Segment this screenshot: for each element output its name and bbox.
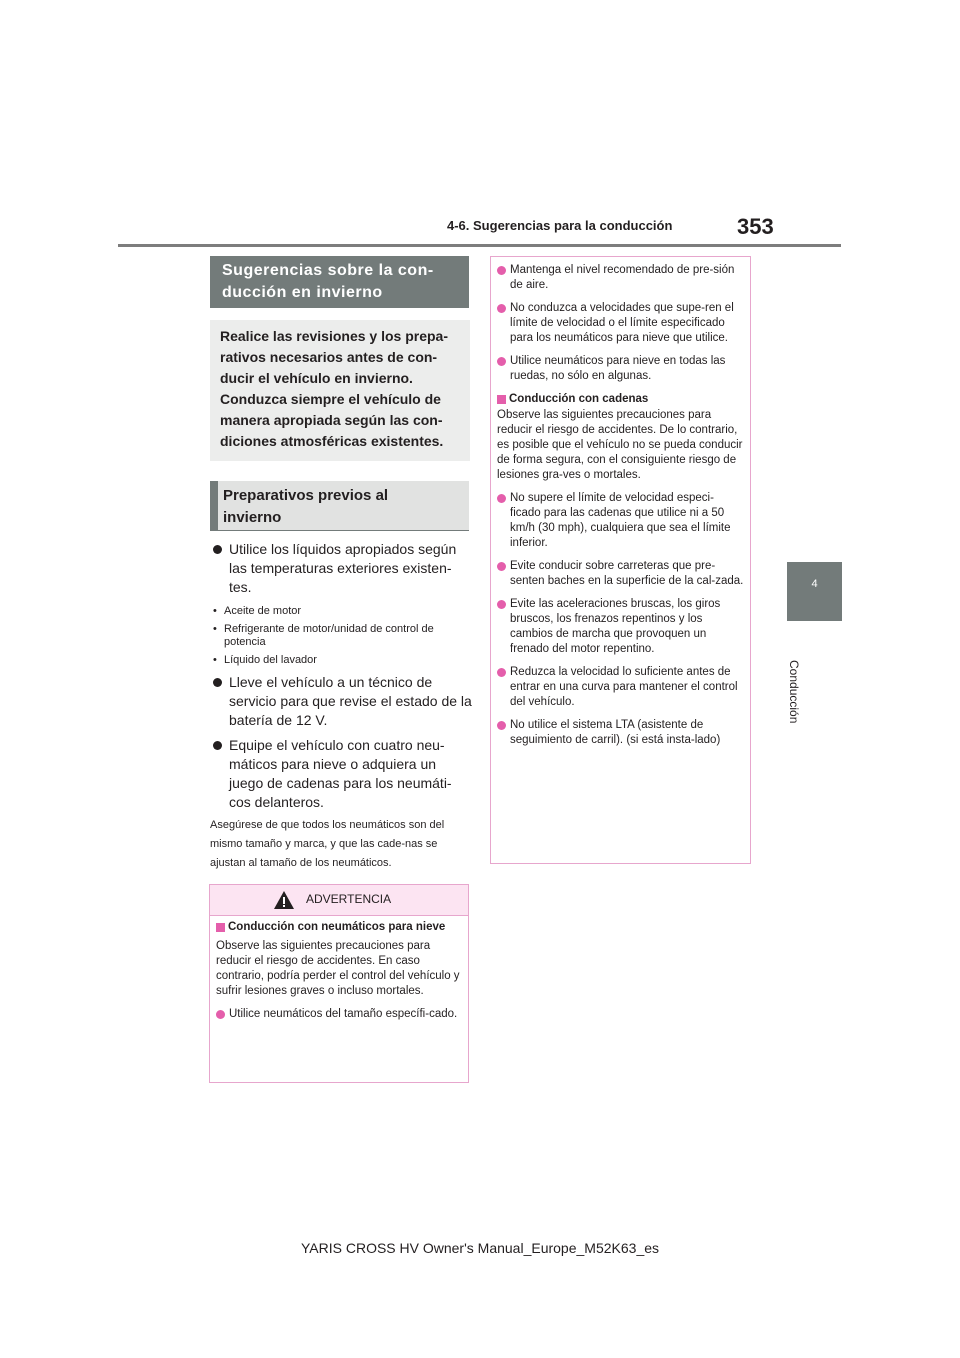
subsection-title-line: Preparativos previos al <box>223 487 389 504</box>
bullet-icon <box>213 545 222 554</box>
bullet-icon <box>213 741 222 750</box>
chapter-number: 4 <box>811 578 818 590</box>
bullet-icon <box>497 266 506 275</box>
subsection-title <box>210 481 469 531</box>
warning-item: No utilice el sistema LTA (asistente de seguimiento de carril). (si está insta-lado) <box>497 718 744 748</box>
chapter-label: Conducción <box>787 660 801 724</box>
warning-item: No conduzca a velocidades que supe-ren el límite de velocidad o el límite especificado para los neumáticos para nieve que utilice. <box>497 301 744 346</box>
warning-item: Utilice neumáticos del tamaño específi-cado. <box>216 1007 462 1022</box>
warning-title: ADVERTENCIA <box>306 892 392 906</box>
warning-heading: Conducción con cadenas <box>497 392 744 407</box>
list-item: Equipe el vehículo con cuatro neu-máticos para nieve o adquiera un juego de cadenas para los neumáti-cos delanteros. <box>210 736 472 812</box>
topic-title-line: Sugerencias sobre la con- <box>222 262 434 279</box>
subsection-title-line: invierno <box>223 509 282 526</box>
bullet-icon <box>497 668 506 677</box>
warning-item: No supere el límite de velocidad especi-ficado para las cadenas que utilice ni a 50 km/h (30 mph), cualquiera que sea el límite inferior. <box>497 491 744 551</box>
small-bullet-icon: • <box>213 654 217 666</box>
intro-line: manera apropiada según las con- <box>220 412 443 428</box>
small-bullet-icon: • <box>213 623 217 635</box>
section-title: 4-6. Sugerencias para la conducción <box>447 218 673 233</box>
warning-header <box>210 885 468 916</box>
warning-item: Utilice neumáticos para nieve en todas las ruedas, no sólo en algunas. <box>497 354 744 384</box>
intro-line: diciones atmosféricas existentes. <box>220 433 444 449</box>
warning-item: Evite las aceleraciones bruscas, los giros bruscos, los frenazos repentinos y los cambios de marcha que provoquen un frenado del motor repentino. <box>497 597 744 657</box>
warning-triangle-icon <box>273 890 295 910</box>
warning-box <box>209 884 469 1083</box>
header-divider <box>118 244 841 247</box>
warning-item: Evite conducir sobre carreteras que pre-senten baches en la superficie de la cal-zada. <box>497 559 744 589</box>
bullet-icon <box>213 678 222 687</box>
warning-item: Reduzca la velocidad lo suficiente antes de entrar en una curva para mantener el control del vehículo. <box>497 665 744 710</box>
warning-item: Mantenga el nivel recomendado de pre-sión de aire. <box>497 263 744 293</box>
intro-line: ducir el vehículo en invierno. <box>220 370 413 386</box>
intro-line: rativos necesarios antes de con- <box>220 349 438 365</box>
bullet-icon <box>497 600 506 609</box>
small-bullet-icon: • <box>213 605 217 617</box>
intro-line: Realice las revisiones y los prepa- <box>220 328 449 344</box>
chapter-tab <box>787 562 842 621</box>
warning-paragraph: Observe las siguientes precauciones para reducir el riesgo de accidentes. De lo contrario, es posible que el vehículo no se pueda conducir de forma segura, con el consiguiente riesgo de lesiones gra-ves o mortales. <box>497 409 743 481</box>
list-item: Lleve el vehículo a un técnico de servicio para que revise el estado de la batería de 12 V. <box>210 673 472 730</box>
bullet-icon <box>497 357 506 366</box>
intro-summary <box>210 320 470 461</box>
warning-continuation-box <box>490 256 751 864</box>
sub-list-item: • Aceite de motor <box>213 605 302 617</box>
sub-list-item: • Líquido del lavador <box>213 654 317 666</box>
bullet-icon <box>216 1010 225 1019</box>
topic-title <box>210 256 469 308</box>
topic-title-line: ducción en invierno <box>222 284 383 301</box>
page-number: 353 <box>737 214 774 239</box>
warning-body <box>210 916 468 1022</box>
page-footer: YARIS CROSS HV Owner's Manual_Europe_M52K63_es <box>300 1240 660 1256</box>
bullet-icon <box>497 494 506 503</box>
warning-heading: Conducción con neumáticos para nieve <box>216 920 462 935</box>
sub-list-item: • Refrigerante de motor/unidad de control de potencia <box>213 623 434 648</box>
bullet-icon <box>497 721 506 730</box>
intro-line: Conduzca siempre el vehículo de <box>220 391 441 407</box>
warning-paragraph: Observe las siguientes precauciones para reducir el riesgo de accidentes. En caso contrario, podría perder el control del vehículo y sufrir lesiones graves o incluso mortales. <box>216 940 460 997</box>
list-item: Utilice los líquidos apropiados según las temperaturas exteriores existen-tes. <box>210 540 472 597</box>
preparation-list <box>210 540 472 873</box>
bullet-icon <box>497 562 506 571</box>
square-bullet-icon <box>497 395 506 404</box>
square-bullet-icon <box>216 923 225 932</box>
bullet-icon <box>497 304 506 313</box>
note-text: Asegúrese de que todos los neumáticos son del mismo tamaño y marca, y que las cade-nas se ajustan al tamaño de los neumáticos. <box>210 819 445 869</box>
